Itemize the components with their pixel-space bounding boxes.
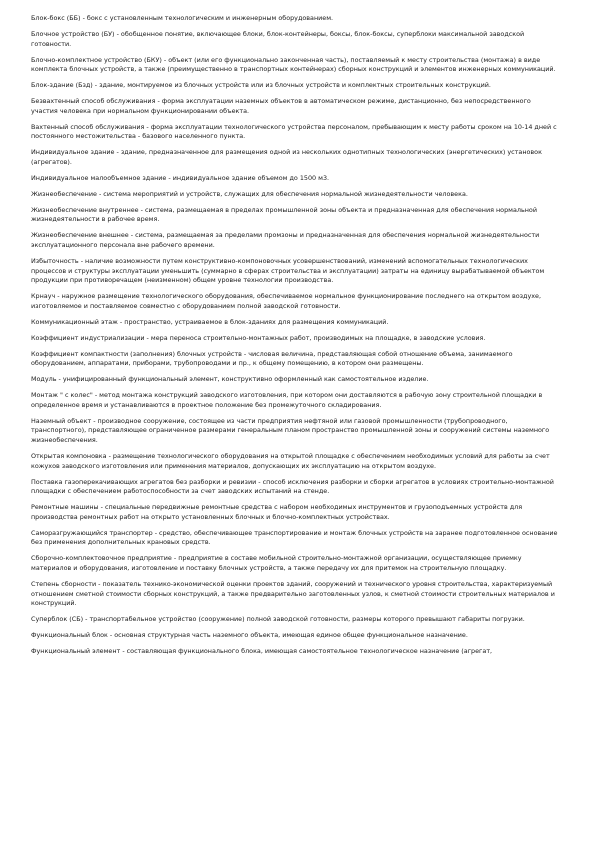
glossary-entry (31, 292, 559, 311)
glossary-definition: - система, размещаемая в пределах промышленной зоны объекта и предназначенная для обеспечения нормальной жизнедеятельности в рабочее время. (31, 205, 537, 224)
glossary-entry (31, 174, 559, 184)
glossary-term: Коэффициент индустриализации (31, 333, 145, 342)
glossary-definition: - система мероприятий и устройств, служащих для обеспечения нормальной жизнедеятельности человека. (96, 189, 468, 198)
glossary-definition: - наружное размещение технологического оборудования, обеспечиваемое нормальное функционирование последнего на открытом воздухе, изготовляемое и поставляемое совместно с оборудованием полной заводской готовности. (31, 292, 541, 310)
glossary-term: Избыточность (31, 256, 79, 265)
glossary-term: Монтаж " с колес" (31, 391, 93, 400)
glossary-term: Блок-здание (Бзд) (31, 81, 93, 90)
glossary-entry (31, 231, 559, 250)
glossary-definition: - форма эксплуатации технологического устройства персоналом, пребывающим к месту работы сроком на 10-14 дней с постоянного местожительства - базового населенного пункта. (31, 122, 557, 141)
glossary-entry (31, 554, 559, 573)
glossary-term: Саморазгружающийся транспортер (31, 528, 153, 537)
glossary-term: Наземный объект (31, 416, 92, 425)
glossary-term: Суперблок (СБ) (31, 615, 84, 624)
glossary-definition: - основная структурная часть наземного объекта, имеющая единое общее функциональное назначение. (107, 631, 468, 640)
glossary-entry (31, 318, 559, 328)
glossary-definition: - специальные передвижные ремонтные средства с набором необходимых инструментов и грузоподъемных устройств для производства ремонтных работ на открыто установленных блочных и блочно-комплектных устройствах. (31, 503, 523, 521)
glossary-entry (31, 631, 559, 641)
glossary-entry (31, 148, 559, 167)
glossary-definition: - средство, обеспечивающее транспортирование и монтаж блочных устройств на заранее подготовленное основание без применения дополнительных крановых средств. (31, 528, 558, 547)
glossary-entry (31, 97, 559, 116)
glossary-definition: - способ исключения разборки и сборки агрегатов в условиях строительно-монтажной площадки с обеспечением работоспособности за счет заводских испытаний на стенде. (31, 477, 554, 496)
glossary-entry (31, 206, 559, 225)
glossary-entry (31, 417, 559, 446)
glossary-definition: - система, размещаемая за пределами промзоны и предназначенная для обеспечения нормальной жизнедеятельности эксплуатационного персонала вне рабочего времени. (31, 231, 540, 249)
glossary-definition: - здание, монтируемое из блочных устройств или из блочных устройств и комплектных строительных конструкций. (92, 81, 491, 90)
glossary-term: Жизнеобеспечение внутреннее (31, 205, 139, 214)
glossary-term: Функциональный блок (31, 631, 108, 640)
glossary-term: Поставка газоперекачивающих агрегатов без разборки и ревизии (31, 477, 257, 486)
glossary-list (31, 14, 559, 657)
glossary-entry (31, 503, 559, 522)
glossary-definition: - пространство, устраиваемое в блок-зданиях для размещения коммуникаций. (117, 317, 389, 326)
glossary-entry (31, 123, 559, 142)
glossary-entry (31, 56, 559, 75)
glossary-term: Крнауч (31, 292, 56, 301)
glossary-entry (31, 81, 559, 91)
glossary-term: Открытая компоновка (31, 452, 107, 461)
glossary-entry (31, 190, 559, 200)
glossary-definition: - предприятие в составе мобильной строительно-монтажной организации, осуществляющее приемку материалов и оборудования, изготовление и поставку блочных устройств, а также передачу их для притемок на строительную площадку. (31, 554, 522, 572)
glossary-term: Коммуникационный этаж (31, 317, 118, 326)
glossary-definition: - бокс с установленным технологическим и инженерным оборудованием. (80, 14, 334, 22)
glossary-term: Вахтенный способ обслуживания (31, 122, 145, 131)
glossary-definition: - объект (или его функционально законченная часть), поставляемый к месту строительства (монтажа) в виде комплекта блочных устройств, а также (преимущественно в транспортных контейнерах) сборных конструкций и элементов инженерных коммуникаций. (31, 55, 556, 74)
glossary-definition: - числовая величина, представляющая собой отношение объема, занимаемого оборудованием, аппаратами, приборами, трубопроводами и пр., к общему помещению, в котором они размещены. (31, 349, 513, 368)
glossary-term: Индивидуальное здание (31, 148, 115, 157)
glossary-term: Блок-бокс (ББ) (31, 14, 81, 22)
glossary-definition: - метод монтажа конструкций заводского изготовления, при котором они доставляются в рабочую зону строительной площадки в определенное время и устанавливаются в проектное положение без промежуточного складирования. (31, 391, 543, 409)
glossary-definition: - здание, предназначенное для размещения одной из нескольких однотипных технологических (энергетических) установок (агрегатов). (31, 148, 542, 166)
glossary-entry (31, 375, 559, 385)
glossary-entry (31, 30, 559, 49)
glossary-term: Функциональный элемент (31, 647, 121, 656)
glossary-term: Блочное устройство (БУ) (31, 29, 115, 38)
glossary-term: Жизнеобеспечение (31, 189, 97, 198)
glossary-term: Индивидуальное малообъемное здание (31, 173, 167, 182)
glossary-entry (31, 334, 559, 344)
glossary-term: Безвахтенный способ обслуживания (31, 97, 156, 106)
glossary-entry (31, 452, 559, 471)
glossary-definition: - показатель технико-экономической оценки проектов зданий, сооружений и технического уровня строительства, характеризуемый отношением сметной стоимости сборных конструкций, а также предварительно заготовленных узлов, к сметной стоимости строительных материалов и конструкций. (31, 579, 555, 608)
glossary-entry (31, 478, 559, 497)
glossary-entry (31, 529, 559, 548)
glossary-definition: - индивидуальное здание объемом до 1500 м3. (166, 173, 330, 182)
glossary-entry (31, 615, 559, 625)
glossary-definition: - составляющая функционального блока, имеющая самостоятельное технологическое назначение (агрегат, (120, 647, 493, 656)
glossary-definition: - обобщенное понятие, включающее блоки, блок-контейнеры, боксы, блок-боксы, суперблоки максимальной заводской готовности. (31, 29, 525, 48)
glossary-entry (31, 647, 559, 657)
glossary-term: Ремонтные машины (31, 503, 99, 512)
glossary-definition: - унифицированный функциональный элемент, конструктивно оформленный как самостоятельное изделие. (56, 375, 429, 384)
glossary-term: Степень сборности (31, 579, 97, 588)
glossary-entry (31, 391, 559, 410)
glossary-term: Модуль (31, 375, 57, 384)
glossary-term: Жизнеобеспечение внешнее (31, 231, 129, 240)
glossary-term: Блочно-комплектное устройство (БКУ) (31, 55, 162, 64)
glossary-entry (31, 580, 559, 609)
glossary-definition: - размещение технологического оборудования на открытой площадке с обеспечением необходимых условий для работы за счет кожухов заводского изготовления или применения материалов, допускающих их эксплуатацию на открытом воздухе. (31, 452, 550, 470)
glossary-entry (31, 350, 559, 369)
glossary-entry (31, 14, 559, 24)
glossary-entry (31, 257, 559, 286)
glossary-definition: - наличие возможности путем конструктивно-компоновочных усовершенствований, изменений вспомогательных технологических процессов и структуры эксплуатации уменьшить (суммарно в сферах строительства и эксплуатации) затраты на единицу вырабатываемой объектом продукции при противоречащем (неизменном) общем уровне технологии производства. (31, 256, 545, 285)
glossary-definition: - производное сооружение, состоящее из части предприятия нефтяной или газовой промышленности (трубопроводного, транспортного), представляющее ограниченное размерами генеральным планом пространство промышленной зоны и сооружений системы наземного жизнеобеспечения. (31, 416, 550, 445)
glossary-term: Сборочно-комплектовочное предприятие (31, 554, 172, 563)
glossary-definition: - транспортабельное устройство (сооружение) полной заводской готовности, размеры которого превышают габариты погрузки. (83, 615, 525, 624)
glossary-definition: - форма эксплуатации наземных объектов в автоматическом режиме, дистанционно, без непосредственного участия человека при нормальном функционировании объекта. (31, 97, 531, 115)
glossary-definition: - мера переноса строительно-монтажных работ, производимых на площадке, в заводские условия. (144, 333, 486, 342)
glossary-term: Коэффициент компактности (заполнения) блочных устройств (31, 349, 242, 358)
